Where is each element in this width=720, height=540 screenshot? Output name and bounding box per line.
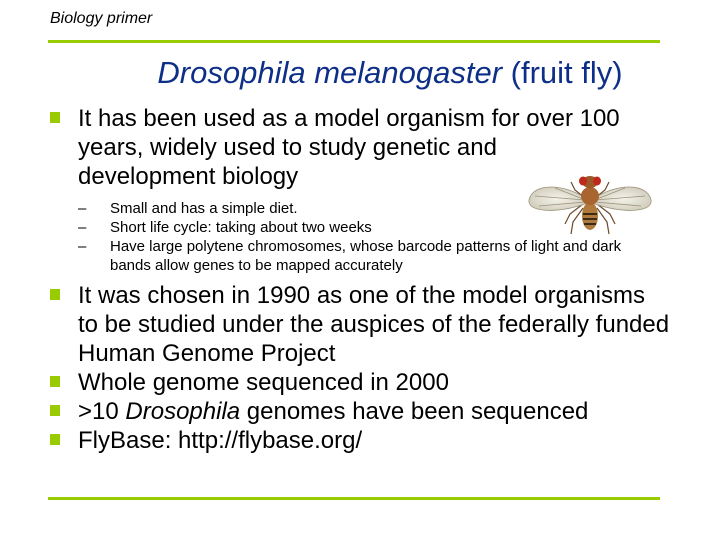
bullet-marker: [50, 112, 60, 123]
sub-bullet-dash: –: [78, 219, 87, 236]
footer-rule: [48, 497, 660, 500]
title-common-name: (fruit fly): [502, 55, 623, 90]
slide-header: Biology primer: [50, 10, 153, 27]
slide-title: [60, 55, 720, 91]
bullet-text-post: genomes have been sequenced: [240, 398, 589, 425]
sub-bullet-text: Short life cycle: taking about two weeks: [110, 219, 372, 236]
bullet-text: It has been used as a model organism for over 100 years, widely used to study genetic and development biology: [78, 105, 620, 190]
sub-bullet-text: Have large polytene chromosomes, whose barcode patterns of light and dark bands allow genes to be mapped accurately: [110, 238, 622, 274]
bullet-item: [50, 281, 670, 368]
sub-bullet-text: Small and has a simple diet.: [110, 200, 298, 217]
bullet-text: FlyBase: http://flybase.org/: [78, 427, 363, 454]
slide-content: [50, 104, 670, 455]
bullet-text-pre: >10: [78, 398, 126, 425]
header-rule: [48, 40, 660, 43]
bullet-text-italic: Drosophila: [125, 398, 241, 425]
bullet-text: Whole genome sequenced in 2000: [78, 369, 449, 396]
bullet-text: It was chosen in 1990 as one of the model organisms to be studied under the auspices of the federally funded Human Genome Project: [78, 282, 670, 367]
sub-bullet-dash: –: [78, 238, 87, 255]
bullet-marker: [50, 405, 60, 416]
sub-bullet-dash: –: [78, 200, 87, 217]
fruit-fly-icon: [525, 160, 655, 245]
bullet-marker: [50, 376, 60, 387]
bullet-item: [50, 397, 670, 426]
bullet-marker: [50, 289, 60, 300]
title-scientific-name: Drosophila melanogaster: [157, 55, 503, 90]
bullet-item: [50, 368, 670, 397]
bullet-marker: [50, 434, 60, 445]
bullet-item: [50, 426, 670, 455]
